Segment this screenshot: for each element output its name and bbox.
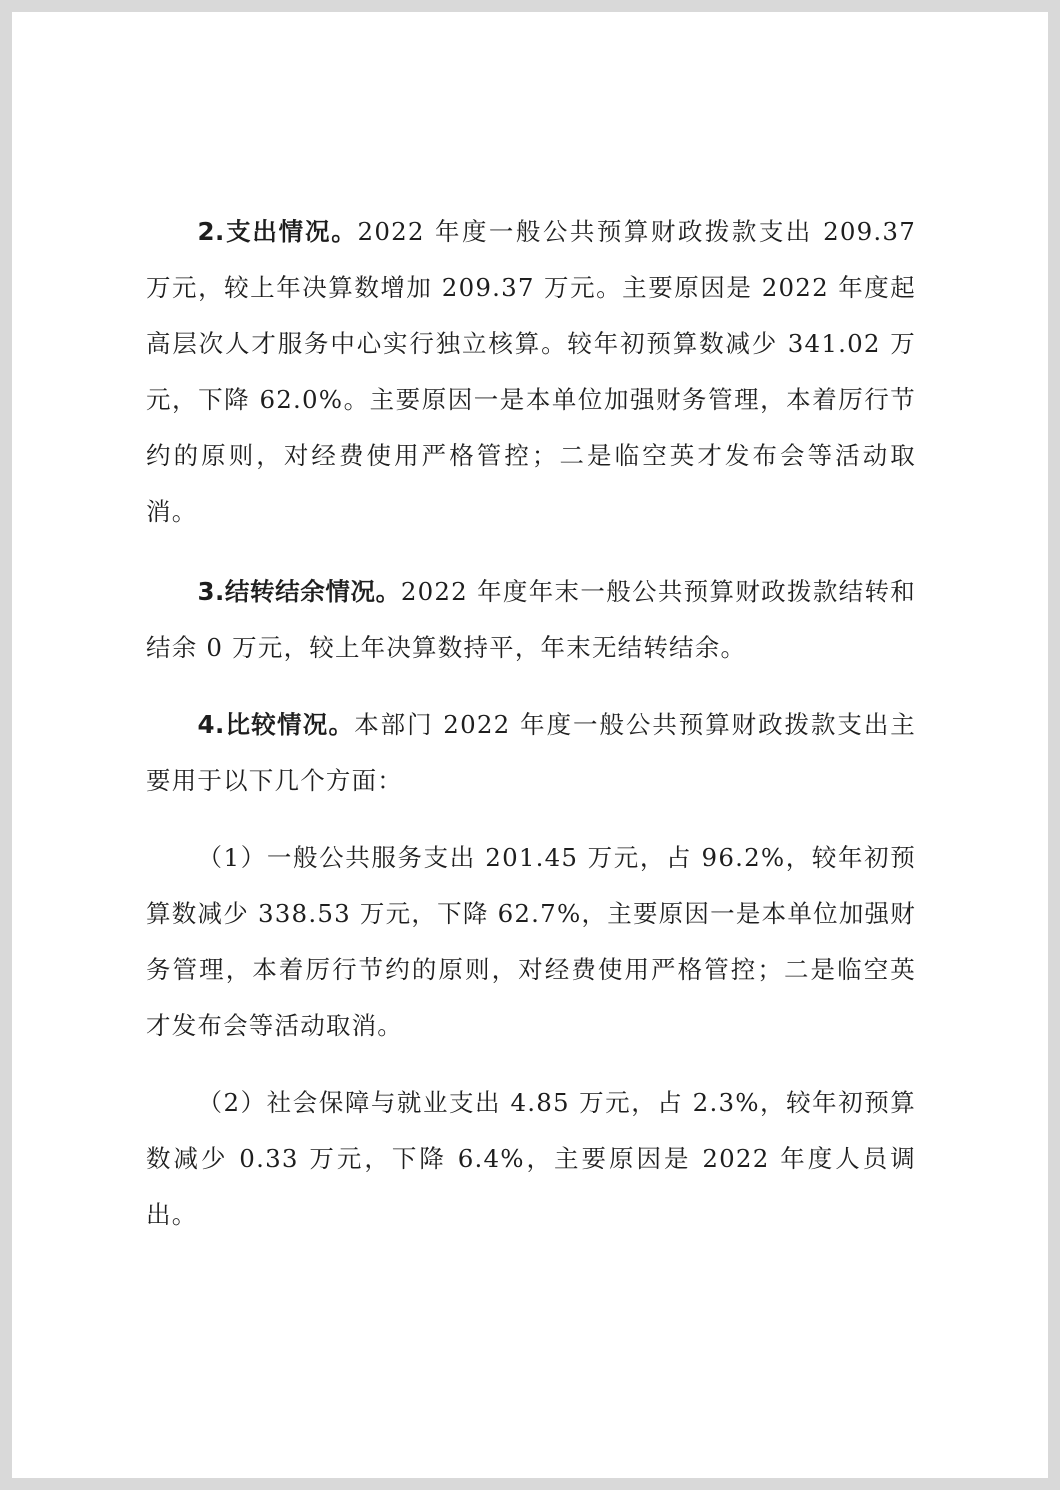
heading-carryover: 3.结转结余情况。 bbox=[197, 577, 401, 606]
paragraph-item-1-text: （1）一般公共服务支出 201.45 万元，占 96.2%，较年初预算数减少 338.53 万元，下降 62.7%，主要原因一是本单位加强财务管理，本着厉行节约的原则，对经费使用严格管控；二是临空英才发布会等活动取消。 bbox=[146, 843, 916, 1040]
heading-expenditure: 2.支出情况。 bbox=[197, 217, 358, 246]
paragraph-expenditure-text: 2022 年度一般公共预算财政拨款支出 209.37 万元，较上年决算数增加 209.37 万元。主要原因是 2022 年度起高层次人才服务中心实行独立核算。较年初预算数减少 341.02 万元，下降 62.0%。主要原因一是本单位加强财务管理，本着厉行节约的原则，对经费使用严格管控；二是临空英才发布会等活动取消。 bbox=[146, 217, 916, 526]
paragraph-carryover bbox=[146, 564, 916, 676]
paragraph-item-2 bbox=[146, 1075, 916, 1243]
paragraph-comparison-text: 本部门 2022 年度一般公共预算财政拨款支出主要用于以下几个方面： bbox=[146, 710, 916, 795]
paragraph-comparison bbox=[146, 697, 916, 809]
paragraph-carryover-text: 2022 年度年末一般公共预算财政拨款结转和结余 0 万元，较上年决算数持平，年末无结转结余。 bbox=[146, 577, 916, 662]
document-page bbox=[12, 12, 1048, 1478]
document-body bbox=[146, 204, 916, 1243]
heading-comparison: 4.比较情况。 bbox=[197, 710, 355, 739]
paragraph-item-2-text: （2）社会保障与就业支出 4.85 万元，占 2.3%，较年初预算数减少 0.33 万元，下降 6.4%，主要原因是 2022 年度人员调出。 bbox=[146, 1088, 916, 1229]
paragraph-expenditure bbox=[146, 204, 916, 540]
paragraph-item-1 bbox=[146, 830, 916, 1054]
